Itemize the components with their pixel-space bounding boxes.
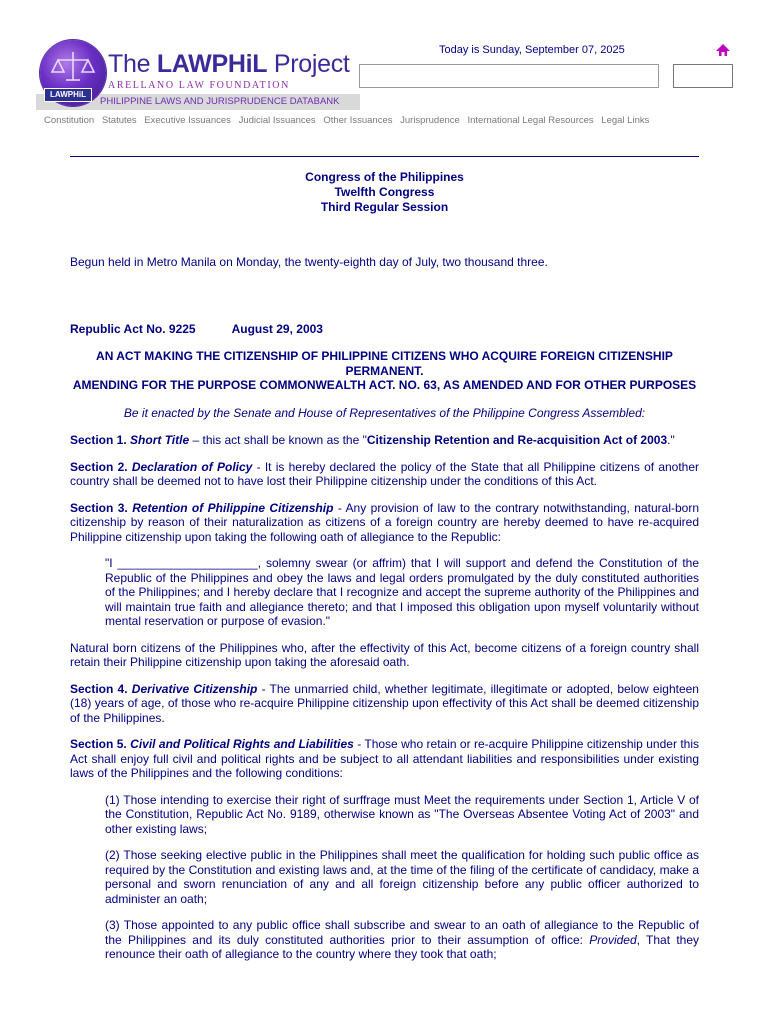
section-5-title: Civil and Political Rights and Liabilities [130,737,354,751]
oath-of-allegiance: "I _____________________, solemny swear (or affrim) that I will support and defend the Constitution of the Republic of the Philippines and obey the laws and legal orders promulgated by the duly constituted authorities of the Philippines; and I hereby declare that I recognize and accept the supreme authority of the Philippines and will maintain true faith and allegiance thereto; and that I imposed this obligation upon myself voluntarily without mental reservation or purpose of evasion." [105,556,699,628]
section-4 [70,682,699,726]
section-3-continuation: Natural born citizens of the Philippines who, after the effectivity of this Act, become citizens of a foreign country shall retain their Philippine citizenship upon taking the aforesaid oath. [70,640,699,669]
section-3-text: - Any provision of law to the contrary notwithstanding, natural-born citizenship by reason of their naturalization as citizens of a foreign country are hereby deemed to have re-acquired Philippine citizenship upon taking the following oath of allegiance to the Republic: [70,500,700,544]
logo-title-prefix: The [108,50,157,78]
logo-seal-icon [40,40,106,106]
section-5-item-3-a: (3) Those appointed to any public office shall subscribe and swear to an oath of allegiance to the Republic of the Philippines and its duly constituted authorities prior to their assumption of office: [105,918,699,947]
logo-band-text: PHILIPPINE LAWS AND JURISPRUDENCE DATABANK [100,96,340,107]
today-date: Today is Sunday, September 07, 2025 [439,44,625,56]
nav-statutes[interactable]: Statutes [101,115,137,126]
ra-number: Republic Act No. 9225 [70,321,196,336]
site-logo[interactable] [36,38,360,114]
section-4-label: Section 4. [70,681,128,696]
section-1-title: Short Title [130,433,190,447]
congress-line-3: Third Regular Session [320,200,449,214]
nav-legal-links[interactable]: Legal Links [601,115,650,126]
nav-constitution[interactable]: Constitution [44,115,95,126]
logo-title-brand: LAWPHiL [156,50,268,78]
section-5-item-2: (2) Those seeking elective public in the Philippines shall meet the qualification for holding such public office as required by the Constitution and existing laws and, at the time of the filing of the certificate of candidacy, make a personal and sworn renunciation of any and all foreign citizenship before any public officer authorized to administer an oath; [105,848,699,906]
section-5-text: - Those who retain or re-acquire Philippine citizenship under this Act shall enjoy full civil and political rights and be subject to all attendant liabilities and responsibilities under existing laws of the Philippines and the following conditions: [70,737,700,780]
act-title-line-2: AMENDING FOR THE PURPOSE COMMONWEALTH ACT. NO. 63, AS AMENDED AND FOR OTHER PURPOSES [72,378,697,392]
congress-line-1: Congress of the Philippines [305,170,464,184]
section-5-item-3-b: , That they renounce their oath of allegiance to the country where they took that oath; [105,932,700,961]
section-3-title: Retention of Philippine Citizenship [132,500,334,515]
section-1-act-name: Citizenship Retention and Re-acquisition Act of 2003 [366,433,668,447]
section-5-label: Section 5. [70,737,127,751]
ra-line [70,322,699,337]
section-2 [70,460,699,489]
search-button[interactable] [673,64,733,88]
section-1-text-b: ." [667,433,675,447]
congress-line-2: Twelfth Congress [334,185,435,199]
act-title-line-1: AN ACT MAKING THE CITIZENSHIP OF PHILIPPINE CITIZENS WHO ACQUIRE FOREIGN CITIZENSHIP PERMANENT. [96,349,673,378]
section-2-text: - It is hereby declared the policy of the State that all Philippine citizens of another country shall be deemed not to have lost their Philippine citizenship under the conditions of this Act. [70,459,700,488]
section-5-item-3-provided: Provided [589,932,637,947]
section-4-title: Derivative Citizenship [131,681,258,696]
section-1 [70,433,699,448]
section-5-item-3 [105,918,699,962]
nav-jurisprudence[interactable]: Jurisprudence [400,115,460,126]
section-2-title: Declaration of Policy [131,459,253,474]
congress-heading [70,170,699,215]
ra-date: August 29, 2003 [231,321,323,336]
nav-judicial-issuances[interactable]: Judicial Issuances [238,115,316,126]
main-nav [44,115,654,126]
begun-statement: Begun held in Metro Manila on Monday, the twenty-eighth day of July, two thousand three. [70,255,548,269]
section-4-text: - The unmarried child, whether legitimate, illegitimate or adopted, below eighteen (18) years of age, of those who re-acquire Philippine citizenship upon effectivity of this Act shall be deemed citizenship of the Philippines. [70,681,699,725]
logo-title [108,50,350,79]
nav-executive-issuances[interactable]: Executive Issuances [144,115,231,126]
section-5-item-1: (1) Those intending to exercise their right of surffrage must Meet the requirements under Section 1, Article V of the Constitution, Republic Act No. 9189, otherwise known as "The Overseas Absentee Voting Act of 2003" and other existing laws; [105,792,699,836]
home-icon[interactable] [715,43,731,57]
section-1-text-a: – this act shall be known as the " [189,433,367,447]
section-5 [70,737,699,781]
section-3 [70,501,699,545]
header-divider [70,156,699,157]
act-title [70,349,699,393]
enacting-clause: Be it enacted by the Senate and House of Representatives of the Philippine Congress Assembled: [123,405,646,420]
logo-subtitle: ARELLANO LAW FOUNDATION [108,80,290,91]
law-document [70,170,699,962]
nav-other-issuances[interactable]: Other Issuances [323,115,393,126]
seal-label: LAWPHiL [44,88,92,102]
section-3-label: Section 3. [70,500,128,515]
logo-title-suffix: Project [267,50,350,78]
section-2-label: Section 2. [70,459,128,474]
nav-international-legal-resources[interactable]: International Legal Resources [467,115,594,126]
search-input[interactable] [359,64,659,88]
section-1-label: Section 1. [70,433,127,447]
